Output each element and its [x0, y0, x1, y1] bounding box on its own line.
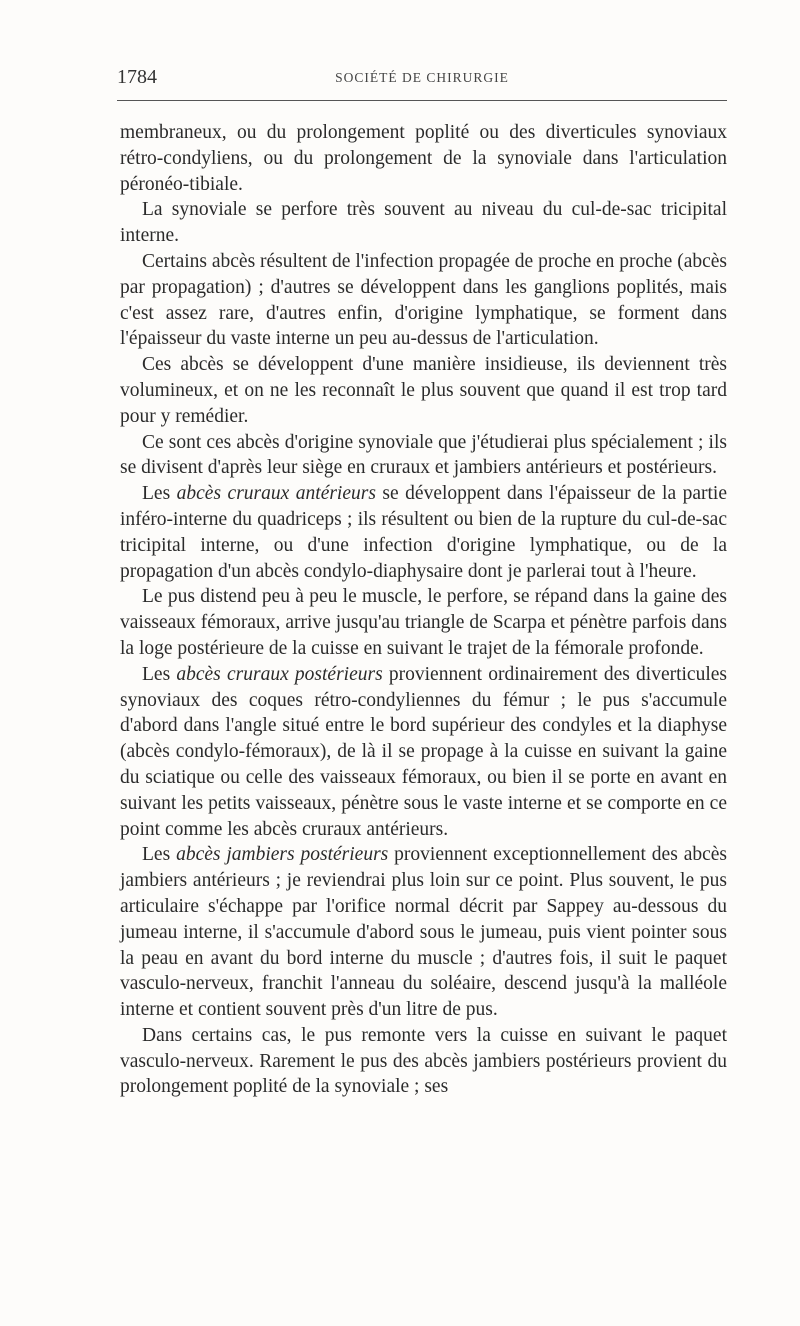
paragraph [120, 662, 727, 843]
running-title: SOCIÉTÉ DE CHIRURGIE [335, 70, 509, 85]
text-run: proviennent ordinairement des diverticules synoviaux des coques rétro-condyliennes du fémur ; le pus s'accumule d'abord dans l'angle situé entre le bord supérieur des condyles et la diaphyse (abcès condylo-fémoraux), de là il se propage à la cuisse en suivant la gaine du sciatique ou celle des vaisseaux fémoraux, ou bien il se porte en avant en suivant les petits vaisseaux, pénètre sous le vaste interne et se comporte en ce point comme les abcès cruraux antérieurs. [120, 663, 728, 840]
italic-term: abcès cruraux postérieurs [176, 663, 383, 685]
paragraph [120, 352, 727, 429]
paragraph [120, 584, 727, 661]
text-run: proviennent exceptionnellement des abcès jambiers antérieurs ; je reviendrai plus loin sur ce point. Plus souvent, le pus articulaire s'échappe par l'orifice normal décrit par Sappey au-dessous du jumeau interne, il s'accumule d'abord sous le jumeau, puis vient pointer sous la peau en avant du bord interne du muscle ; d'autres fois, il suit le paquet vasculo-nerveux, franchit l'anneau du soléaire, descend jusqu'à la malléole interne et contient souvent près d'un litre de pus. [120, 844, 727, 1021]
text-run: Ce sont ces abcès d'origine synoviale que j'étudierai plus spécialement ; ils se divisent d'après leur siège en cruraux et jambiers antérieurs et postérieurs. [120, 431, 727, 479]
text-run: Les [142, 844, 177, 866]
paragraph [120, 430, 727, 482]
paragraph [120, 481, 727, 584]
text-run: La synoviale se perfore très souvent au niveau du cul-de-sac tricipital interne. [120, 199, 727, 247]
paragraph [120, 197, 727, 249]
text-run: se développent dans l'épaisseur de la partie inféro-interne du quadriceps ; ils résultent ou bien de la rupture du cul-de-sac tricipital interne, ou d'une infection d'origine lymphatique, ou de la propagation d'un abcès condylo-diaphysaire dont je parlerai tout à l'heure. [120, 483, 728, 582]
text-run: Ces abcès se développent d'une manière insidieuse, ils deviennent très volumineux, et on ne les reconnaît le plus souvent que quand il est trop tard pour y remédier. [120, 354, 727, 427]
paragraph [120, 1023, 727, 1100]
text-run: Les [142, 663, 177, 685]
text-run: Dans certains cas, le pus remonte vers la cuisse en suivant le paquet vasculo-nerveux. Rarement le pus des abcès jambiers postérieurs provient du prolongement poplité de la synoviale ; ses [120, 1024, 727, 1098]
text-run: Certains abcès résultent de l'infection propagée de proche en proche (abcès par propagation) ; d'autres se développent dans les ganglions poplités, mais c'est assez rare, d'autres enfin, d'origine lymphatique, se forment dans l'épaisseur du vaste interne un peu au-dessus de l'articulation. [120, 250, 727, 350]
header-rule [117, 100, 727, 101]
paragraph [120, 249, 727, 352]
text-run: Les [142, 483, 177, 505]
page-number: 1784 [117, 66, 157, 88]
italic-term: abcès cruraux antérieurs [176, 483, 376, 505]
paragraph [120, 842, 727, 1023]
italic-term: abcès jambiers postérieurs [176, 844, 389, 866]
page-header [117, 66, 727, 90]
body-text [120, 120, 727, 1100]
paragraph [120, 120, 727, 197]
text-run: membraneux, ou du prolongement poplité ou des diverticules synoviaux rétro-condyliens, ou du prolongement de la synoviale dans l'articulation péronéo-tibiale. [120, 122, 727, 195]
text-run: Le pus distend peu à peu le muscle, le perfore, se répand dans la gaine des vaisseaux fémoraux, arrive jusqu'au triangle de Scarpa et pénètre parfois dans la loge postérieure de la cuisse en suivant le trajet de la fémorale profonde. [120, 586, 727, 659]
